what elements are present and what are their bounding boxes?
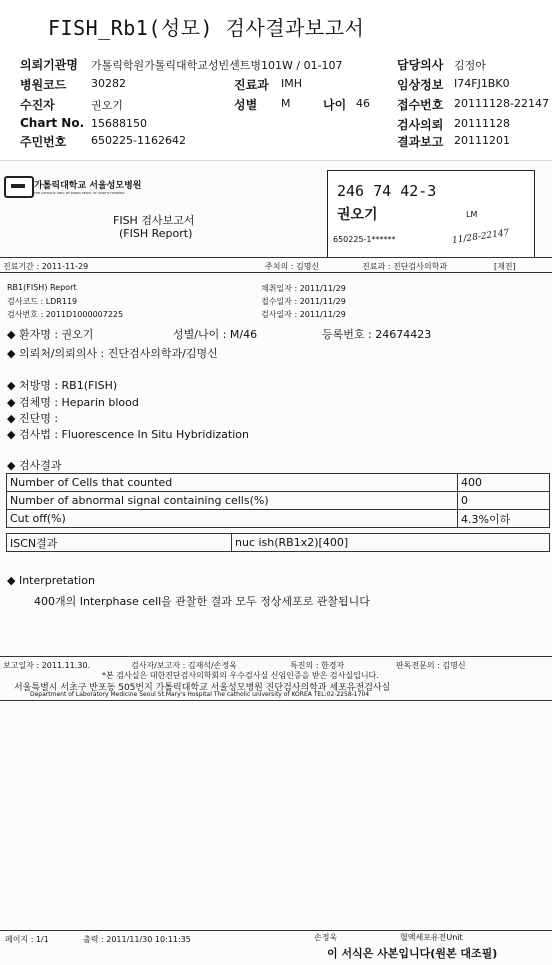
hospital-name: 가톨릭대학교 서울성모병원: [34, 181, 142, 191]
result-label: Cut off(%): [7, 510, 458, 528]
report-label: 결과보고: [397, 135, 444, 149]
copy-notice: 이 서식은 사본입니다(원본 대조필): [327, 947, 498, 960]
reception-value: 20111128-22147: [454, 97, 549, 110]
table-row: [7, 474, 550, 492]
collect-date: 채취일자 : 2011/11/29: [261, 284, 346, 293]
result-label: Number of Cells that counted: [7, 474, 458, 492]
test-no-line: 검사번호 : 2011D1000007225: [7, 310, 124, 319]
table-row: [7, 492, 550, 510]
chart-label: Chart No.: [20, 116, 85, 130]
rule-report: [0, 656, 552, 657]
dept-line: 진료과 : 진단검사의학과: [362, 262, 448, 271]
iscn-value: nuc ish(RB1x2)[400]: [232, 534, 550, 552]
footer-name: 손정욱: [314, 933, 338, 942]
rule-period: [0, 272, 552, 273]
table-row: [7, 510, 550, 528]
page-info: 페이지 : 1/1: [5, 935, 49, 944]
clinical-label: 임상정보: [397, 78, 444, 92]
prescription-line: ◆ 처방명 : RB1(FISH): [7, 379, 118, 392]
report-value: 20111201: [454, 134, 510, 147]
iscn-table: [6, 533, 550, 552]
hospital-logo-icon: [4, 176, 34, 198]
doctor-label: 담당의사: [397, 58, 444, 72]
test-code-line: 검사코드 : LDR119: [7, 297, 78, 306]
dept-label: 진료과: [234, 78, 269, 92]
patient-label: 수진자: [20, 98, 55, 112]
page-title: FISH_Rb1(성모) 검사결과보고서: [48, 16, 365, 40]
result-value: 0: [458, 492, 550, 510]
result-label: Number of abnormal signal containing cells(%): [7, 492, 458, 510]
iscn-label: ISCN결과: [7, 534, 232, 552]
diagnosis-line: ◆ 진단명 :: [7, 412, 59, 425]
result-table: [6, 473, 550, 528]
sex-age-line: 성별/나이 : M/46: [173, 328, 258, 341]
result-heading: ◆ 검사결과: [7, 459, 62, 472]
table-row: [7, 534, 550, 552]
report-date: 보고일자 : 2011.11.30.: [3, 661, 91, 670]
sticker-id: 650225-1******: [333, 235, 396, 244]
receive-date: 접수일자 : 2011/11/29: [261, 297, 346, 306]
institution-value: 가톨릭학원가톨릭대학교성빈센트병101W / 01-107: [91, 59, 343, 72]
interpretation-heading: ◆ Interpretation: [7, 574, 95, 587]
print-info: 출력 : 2011/11/30 10:11:35: [83, 935, 191, 944]
rule-footer: [0, 930, 552, 931]
cert-note: *본 검사실은 대한진단검사의학회의 우수검사실 신임인증을 받은 검사실입니다.: [102, 671, 379, 680]
attending-text: 주치의 : 김명신: [265, 262, 320, 271]
test-date: 검사일자 : 2011/11/29: [261, 310, 346, 319]
clinical-value: I74FJ1BK0: [454, 77, 510, 90]
patient-line: ◆ 환자명 : 권오기: [7, 328, 94, 341]
chart-value: 15688150: [91, 117, 147, 130]
reporter: 검사자/보고자 : 김재석/손정욱: [131, 661, 237, 670]
referral-line: ◆ 의뢰처/의뢰의사 : 진단검사의학과/김명신: [7, 347, 218, 360]
id-label: 주민번호: [20, 135, 67, 149]
request-label: 검사의뢰: [397, 118, 444, 132]
dept-value: IMH: [281, 77, 303, 90]
specimen-line: ◆ 검체명 : Heparin blood: [7, 396, 139, 409]
hospital-name-en: THE CATHOLIC UNIV. OF KOREA SEOUL ST. MARY'S HOSPITAL: [34, 191, 125, 195]
scanned-report: [0, 160, 552, 965]
period-text: 진료기간 : 2011-11-29: [3, 262, 89, 271]
hospital-code-value: 30282: [91, 77, 126, 90]
footer-unit: 혈액세포유전Unit: [400, 933, 463, 942]
request-value: 20111128: [454, 117, 510, 130]
sex-value: M: [281, 97, 291, 110]
interpretation-text: 400개의 Interphase cell을 관찰한 결과 모두 정상세포로 관찰됩니다: [34, 595, 370, 608]
rule-top: [0, 257, 552, 258]
address: 서울특별시 서초구 반포동 505번지 가톨릭대학교 서울성모병원 진단검사의학과 세포유전검사실: [14, 683, 391, 693]
sticker-handwriting: 11/28-22147: [451, 228, 511, 246]
age-label: 나이: [323, 98, 347, 112]
report-title: FISH 검사보고서: [113, 214, 195, 227]
method-line: ◆ 검사법 : Fluorescence In Situ Hybridization: [7, 428, 249, 441]
sticker-name: 권오기: [337, 207, 378, 223]
reception-label: 접수번호: [397, 98, 444, 112]
reg-no-line: 등록번호 : 24674423: [322, 328, 432, 341]
hospital-code-label: 병원코드: [20, 78, 67, 92]
result-value: 400: [458, 474, 550, 492]
address-en: Department of Laboratory Medicine Seoul St.Mary's Hospital The catholic university of KOREA TEL:02-2258-1704: [30, 691, 370, 698]
sticker-number: 246 74 42-3: [337, 182, 437, 200]
id-value: 650225-1162642: [91, 134, 186, 147]
result-value: 4.3%이하: [458, 510, 550, 528]
dept-tag: [재진]: [494, 262, 516, 271]
doctor-value: 김정아: [454, 59, 486, 72]
patient-value: 권오기: [91, 99, 123, 112]
institution-label: 의뢰기관명: [20, 58, 78, 72]
judge: 판독전문의 : 김명신: [396, 661, 466, 670]
test-name-line: RB1(FISH) Report: [7, 283, 77, 292]
sticker-tag: LM: [466, 210, 478, 219]
age-value: 46: [356, 97, 370, 110]
report-title-en: (FISH Report): [119, 227, 193, 240]
specialist: 특진의 : 한경자: [290, 661, 345, 670]
rule-bottom: [0, 700, 552, 701]
sex-label: 성별: [234, 98, 258, 112]
